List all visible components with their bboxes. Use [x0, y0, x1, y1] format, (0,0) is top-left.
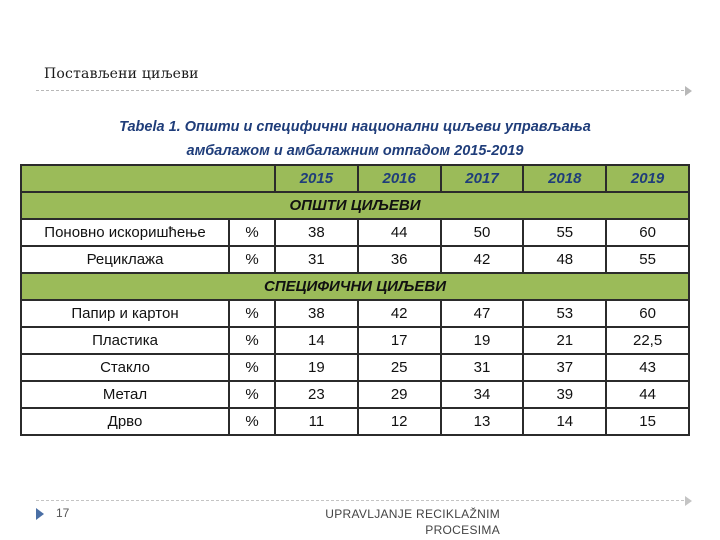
table-cell: 38 [275, 300, 358, 327]
section-row-general [21, 192, 689, 219]
row-label: Пластика [21, 327, 229, 354]
table-cell: 34 [441, 381, 524, 408]
table-caption-line1: Tabela 1. Општи и специфични национални циљеви управљања [119, 119, 591, 135]
row-unit: % [229, 408, 275, 435]
table-cell: 42 [441, 246, 524, 273]
row-label: Поновно искоришћење [21, 219, 229, 246]
year-header: 2015 [275, 165, 358, 192]
table-cell: 13 [441, 408, 524, 435]
table-caption-line2: амбалажом и амбалажним отпадом 2015-2019 [186, 143, 524, 159]
table-cell: 37 [523, 354, 606, 381]
footer-title [300, 506, 500, 538]
table-header-row [21, 165, 689, 192]
year-header: 2017 [441, 165, 524, 192]
year-header: 2018 [523, 165, 606, 192]
table-cell: 17 [358, 327, 441, 354]
table-cell: 50 [441, 219, 524, 246]
footer-title-line2: PROCESIMA [425, 523, 500, 537]
table-cell: 55 [523, 219, 606, 246]
table-row [21, 408, 689, 435]
slide-title: Постављени циљеви [44, 66, 199, 82]
row-unit: % [229, 219, 275, 246]
table-cell: 31 [441, 354, 524, 381]
goals-table [20, 164, 690, 436]
footer-divider [36, 500, 684, 501]
table-cell: 12 [358, 408, 441, 435]
table-cell: 42 [358, 300, 441, 327]
section-title-specific: СПЕЦИФИЧНИ ЦИЉЕВИ [21, 273, 689, 300]
page-marker-icon [36, 508, 44, 520]
table-row [21, 327, 689, 354]
table-cell: 31 [275, 246, 358, 273]
row-label: Дрво [21, 408, 229, 435]
table-row [21, 300, 689, 327]
table-cell: 36 [358, 246, 441, 273]
header-blank-cell [21, 165, 275, 192]
table-cell: 15 [606, 408, 689, 435]
table-cell: 19 [275, 354, 358, 381]
table-cell: 39 [523, 381, 606, 408]
table-cell: 47 [441, 300, 524, 327]
year-header: 2016 [358, 165, 441, 192]
row-label: Рециклажа [21, 246, 229, 273]
table-cell: 53 [523, 300, 606, 327]
section-row-specific [21, 273, 689, 300]
table-row [21, 354, 689, 381]
row-unit: % [229, 381, 275, 408]
table-row [21, 219, 689, 246]
footer-title-line1: UPRAVLJANJE RECIKLAŽNIM [325, 507, 500, 521]
row-label: Метал [21, 381, 229, 408]
row-unit: % [229, 300, 275, 327]
page-number: 17 [56, 506, 70, 520]
row-unit: % [229, 354, 275, 381]
table-cell: 60 [606, 219, 689, 246]
table-cell: 21 [523, 327, 606, 354]
year-header: 2019 [606, 165, 689, 192]
row-unit: % [229, 246, 275, 273]
table-cell: 11 [275, 408, 358, 435]
table-cell: 14 [523, 408, 606, 435]
table-cell: 48 [523, 246, 606, 273]
table-cell: 22,5 [606, 327, 689, 354]
table-cell: 19 [441, 327, 524, 354]
table-cell: 23 [275, 381, 358, 408]
table-cell: 38 [275, 219, 358, 246]
table-cell: 44 [606, 381, 689, 408]
table-cell: 29 [358, 381, 441, 408]
row-unit: % [229, 327, 275, 354]
table-cell: 14 [275, 327, 358, 354]
table-row [21, 246, 689, 273]
row-label: Стакло [21, 354, 229, 381]
table-cell: 25 [358, 354, 441, 381]
section-title-general: ОПШТИ ЦИЉЕВИ [21, 192, 689, 219]
title-divider [36, 90, 684, 91]
table-cell: 43 [606, 354, 689, 381]
table-cell: 60 [606, 300, 689, 327]
table-cell: 55 [606, 246, 689, 273]
row-label: Папир и картон [21, 300, 229, 327]
table-cell: 44 [358, 219, 441, 246]
table-row [21, 381, 689, 408]
